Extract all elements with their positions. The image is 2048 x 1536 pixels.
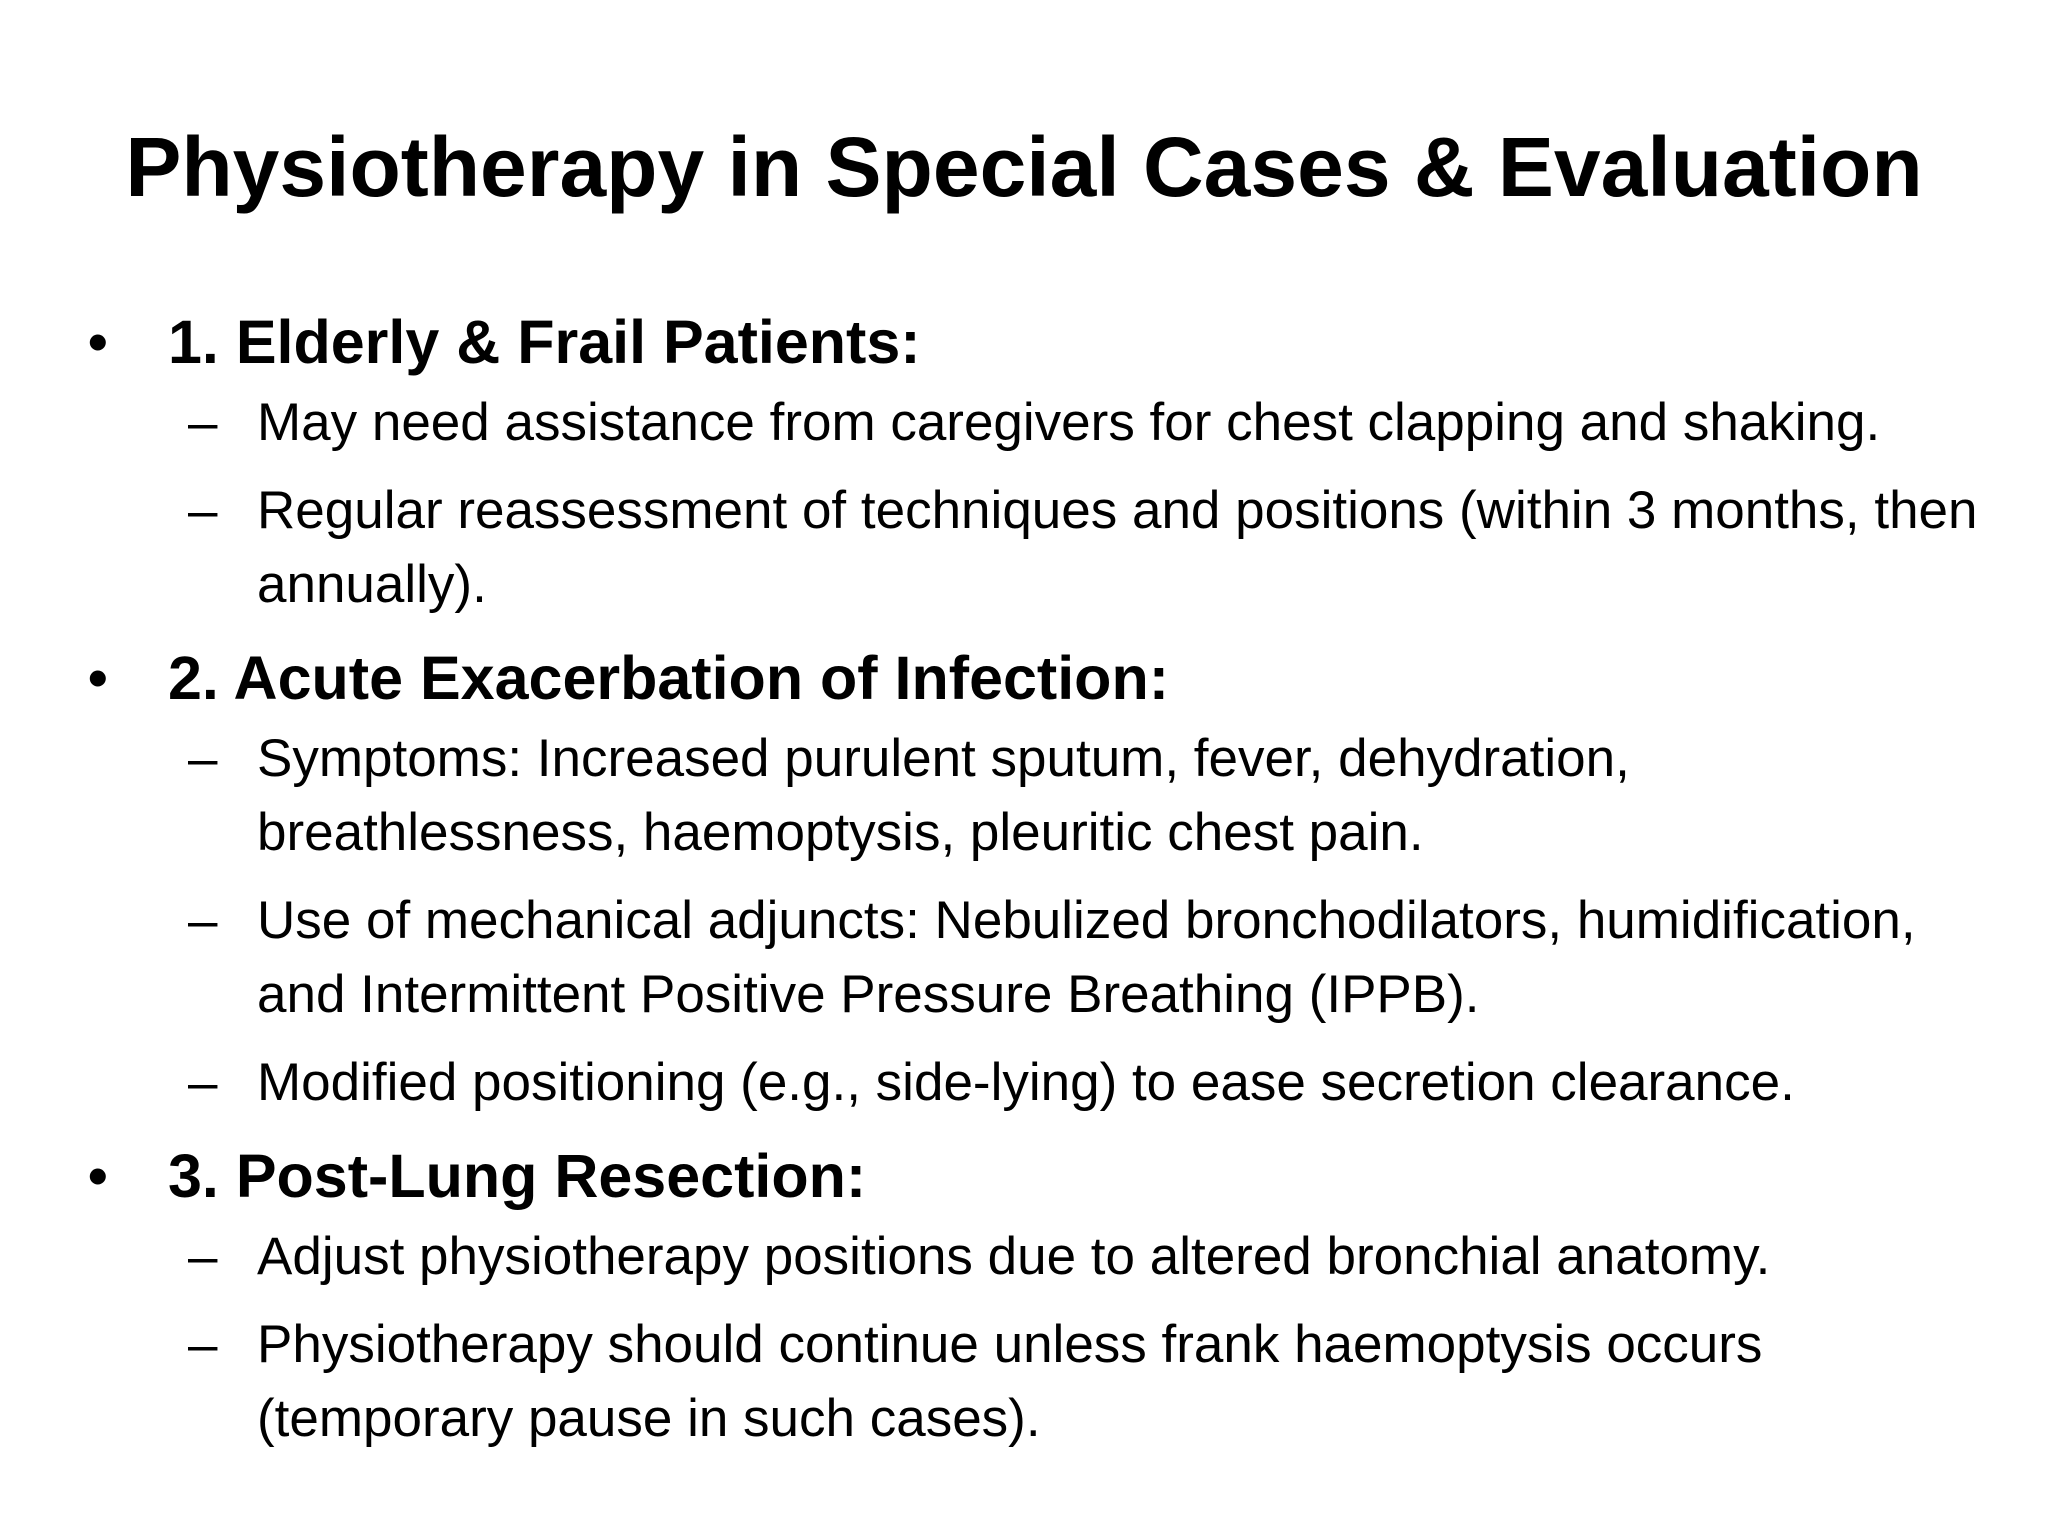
sub-list: [80, 722, 1980, 1120]
sub-list: [80, 1220, 1980, 1456]
section-heading-row: [80, 300, 1980, 384]
section-acute-exacerbation: [80, 636, 1980, 1120]
section-heading: 1. Elderly & Frail Patients:: [168, 308, 921, 376]
list-item: [80, 474, 1980, 622]
list-item: [80, 386, 1980, 460]
slide-content: [80, 300, 1980, 1470]
list-item: [80, 1308, 1980, 1456]
section-elderly-frail: [80, 300, 1980, 622]
list-item-text: Physiotherapy should continue unless frank haemoptysis occurs (temporary pause in such cases).: [257, 1315, 1763, 1448]
list-item-text: Symptoms: Increased purulent sputum, fever, dehydration, breathlessness, haemoptysis, pleuritic chest pain.: [257, 729, 1630, 862]
dash-icon: –: [188, 1315, 218, 1374]
list-item: [80, 1046, 1980, 1120]
section-post-lung-resection: [80, 1134, 1980, 1456]
dash-icon: –: [188, 481, 218, 540]
list-item: [80, 884, 1980, 1032]
dash-icon: –: [188, 1227, 218, 1286]
dash-icon: –: [188, 729, 218, 788]
list-item-text: Use of mechanical adjuncts: Nebulized bronchodilators, humidification, and Intermittent Positive Pressure Breathing (IPPB).: [257, 891, 1916, 1024]
dash-icon: –: [188, 891, 218, 950]
list-item: [80, 722, 1980, 870]
sub-list: [80, 386, 1980, 622]
list-item-text: May need assistance from caregivers for chest clapping and shaking.: [257, 393, 1881, 452]
dash-icon: –: [188, 1053, 218, 1112]
bullet-icon: •: [88, 1144, 108, 1207]
list-item-text: Regular reassessment of techniques and positions (within 3 months, then annually).: [257, 481, 1978, 614]
dash-icon: –: [188, 393, 218, 452]
section-heading-row: [80, 636, 1980, 720]
section-heading-row: [80, 1134, 1980, 1218]
list-item: [80, 1220, 1980, 1294]
bullet-icon: •: [88, 646, 108, 709]
section-heading: 3. Post-Lung Resection:: [168, 1142, 867, 1210]
list-item-text: Modified positioning (e.g., side-lying) to ease secretion clearance.: [257, 1053, 1795, 1112]
slide-title: Physiotherapy in Special Cases & Evaluation: [125, 120, 1923, 214]
section-heading: 2. Acute Exacerbation of Infection:: [168, 644, 1170, 712]
list-item-text: Adjust physiotherapy positions due to altered bronchial anatomy.: [257, 1227, 1771, 1286]
bullet-icon: •: [88, 310, 108, 373]
